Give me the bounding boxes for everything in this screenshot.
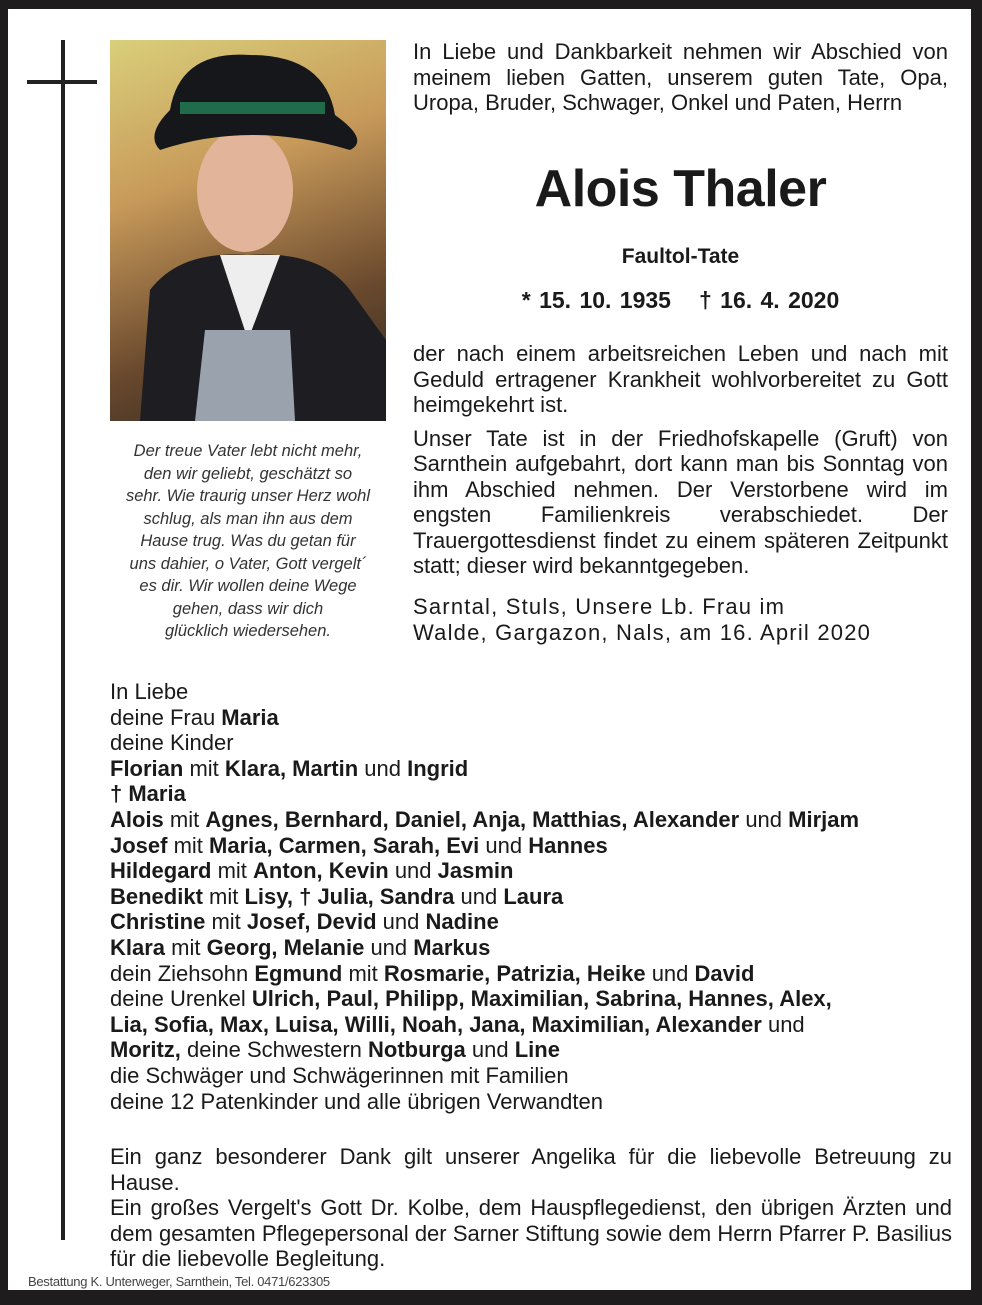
mourner-line: [110, 986, 955, 1012]
mourner-text: mit: [205, 909, 247, 935]
mourner-name: Georg, Melanie: [206, 934, 365, 960]
mourner-line: [110, 935, 955, 961]
mourner-name: Line: [514, 1037, 560, 1063]
mourner-name: Moritz,: [110, 1037, 181, 1063]
mourner-text: und: [388, 858, 438, 884]
obituary-page: [8, 9, 971, 1290]
mourner-name: Hildegard: [110, 858, 212, 884]
mourner-name: Agnes, Bernhard, Daniel, Anja, Matthias, Alexander: [205, 806, 740, 832]
mourner-line: [110, 1063, 955, 1089]
place-line: Sarntal, Stuls, Unsere Lb. Frau im: [413, 594, 786, 619]
mourner-line: [110, 730, 955, 756]
mourner-name: Josef, Devid: [246, 909, 377, 935]
mourner-name: Ingrid: [407, 755, 469, 781]
mourner-name: Rosmarie, Patrizia, Heike: [383, 960, 646, 986]
poem-line: den wir geliebt, geschätzt so: [143, 464, 353, 483]
mourner-text: und: [479, 832, 529, 858]
mourner-name: Alois: [110, 806, 164, 832]
mourner-name: Lisy, † Julia, Sandra: [244, 883, 455, 909]
place-line: Walde, Gargazon, Nals, am 16. April 2020: [413, 620, 872, 645]
poem-line: uns dahier, o Vater, Gott vergelt´: [129, 554, 367, 573]
mourner-name: Hannes: [528, 832, 608, 858]
mourner-text: deine Frau: [110, 704, 222, 730]
intro-text: In Liebe und Dankbarkeit nehmen wir Abschied von meinem lieben Gatten, unserem guten Tate, Opa, Uropa, Bruder, Schwager, Onkel und Paten, Herrn: [413, 39, 948, 115]
mourner-text: mit: [163, 806, 206, 832]
mourners-list: [110, 679, 955, 1114]
thanks-section: [110, 1144, 952, 1272]
mourner-name: Egmund: [254, 960, 343, 986]
mourner-text: mit: [202, 883, 245, 909]
mourner-line: [110, 679, 955, 705]
mourner-name: David: [694, 960, 755, 986]
cross-icon: [61, 40, 65, 1240]
mourner-name: Florian: [110, 755, 184, 781]
mourner-text: die Schwäger und Schwägerinnen mit Familien: [110, 1062, 569, 1088]
mourner-line: [110, 858, 955, 884]
birth-date: * 15. 10. 1935: [521, 287, 671, 313]
thanks-paragraph: Ein großes Vergelt's Gott Dr. Kolbe, dem Hauspflegedienst, den übrigen Ärzten und dem gesamten Pflegepersonal der Sarner Stiftung sowie dem Herrn Pfarrer P. Basilius für die liebevolle Begleitung.: [110, 1195, 952, 1272]
mourner-line: [110, 756, 955, 782]
deceased-name: Alois Thaler: [534, 160, 827, 218]
mourner-text: mit: [167, 832, 210, 858]
mourner-line: [110, 1089, 955, 1115]
mourner-line: [110, 884, 955, 910]
place-and-date: [413, 594, 948, 646]
mourner-text: deine Kinder: [110, 730, 234, 756]
mourner-text: und: [358, 755, 408, 781]
mourner-text: und: [761, 1011, 805, 1037]
mourner-text: und: [739, 806, 789, 832]
mourner-text: mit: [211, 858, 254, 884]
mourner-name: Anton, Kevin: [253, 858, 389, 884]
announcement-body: [413, 341, 948, 587]
mourner-name: Josef: [110, 832, 168, 858]
mourner-name: Klara: [110, 934, 166, 960]
mourner-name: Ulrich, Paul, Philipp, Maximilian, Sabrina, Hannes, Alex,: [251, 986, 832, 1012]
mourner-text: deine 12 Patenkinder und alle übrigen Verwandten: [110, 1088, 603, 1114]
mourner-line: [110, 807, 955, 833]
mourner-name: Maria: [221, 704, 279, 730]
mourner-line: [110, 781, 955, 807]
mourner-text: deine Urenkel: [110, 986, 252, 1012]
mourner-text: und: [364, 934, 414, 960]
mourner-text: und: [454, 883, 504, 909]
mourner-name: Lia, Sofia, Max, Luisa, Willi, Noah, Jana, Maximilian, Alexander: [110, 1011, 762, 1037]
mourner-name: Nadine: [425, 909, 499, 935]
paragraph: der nach einem arbeitsreichen Leben und nach mit Geduld ertragener Krankheit wohlvorbereitet zu Gott heimgekehrt ist.: [413, 341, 948, 417]
mourner-name: Notburga: [368, 1037, 466, 1063]
mourner-line: [110, 909, 955, 935]
mourner-name: † Maria: [110, 781, 186, 807]
mourner-name: Mirjam: [788, 806, 860, 832]
poem-line: Der treue Vater lebt nicht mehr,: [133, 442, 363, 460]
mourner-text: und: [376, 909, 426, 935]
poem-line: gehen, dass wir dich: [172, 599, 324, 618]
mourner-name: Christine: [110, 909, 206, 935]
mourner-name: Laura: [503, 883, 564, 909]
mourner-line: [110, 833, 955, 859]
mourner-line: [110, 1012, 955, 1038]
mourner-name: Jasmin: [437, 858, 514, 884]
mourner-name: Maria, Carmen, Sarah, Evi: [209, 832, 480, 858]
portrait-photo: [110, 40, 386, 421]
life-dates: [413, 287, 948, 314]
funeral-home-footer: Bestattung K. Unterweger, Sarnthein, Tel. 0471/623305: [28, 1274, 330, 1289]
mourner-text: mit: [183, 755, 225, 781]
mourner-line: [110, 1037, 955, 1063]
cross-icon-bar: [27, 80, 97, 84]
nickname: Faultol-Tate: [621, 245, 740, 268]
mourner-line: [110, 961, 955, 987]
mourner-text: mit: [165, 934, 207, 960]
mourner-text: und: [465, 1037, 515, 1063]
mourner-name: Benedikt: [110, 883, 203, 909]
mourner-line: [110, 705, 955, 731]
poem-line: glücklich wiedersehen.: [164, 622, 331, 640]
mourner-text: und: [645, 960, 695, 986]
mourner-name: Klara, Martin: [224, 755, 359, 781]
mourner-name: Markus: [413, 934, 491, 960]
mourner-text: deine Schwestern: [180, 1037, 368, 1063]
poem-line: sehr. Wie traurig unser Herz wohl: [125, 487, 371, 505]
poem: [108, 440, 388, 643]
mourner-text: In Liebe: [110, 679, 189, 704]
death-date: † 16. 4. 2020: [698, 287, 840, 313]
thanks-paragraph: Ein ganz besonderer Dank gilt unserer Angelika für die liebevolle Betreuung zu Hause.: [110, 1144, 952, 1195]
mourner-text: mit: [342, 960, 384, 986]
poem-line: Hause trug. Was du getan für: [140, 532, 356, 550]
poem-line: schlug, als man ihn aus dem: [143, 509, 353, 528]
mourner-text: dein Ziehsohn: [110, 960, 255, 986]
poem-line: es dir. Wir wollen deine Wege: [139, 577, 357, 595]
paragraph: Unser Tate ist in der Friedhofskapelle (Gruft) von Sarnthein aufgebahrt, dort kann man bis Sonntag von ihm Abschied nehmen. Der Verstorbene wird im engsten Familienkreis verabschiedet. Der Trauergottesdienst findet zu einem späteren Zeitpunkt statt; dieser wird bekanntgegeben.: [413, 425, 948, 578]
